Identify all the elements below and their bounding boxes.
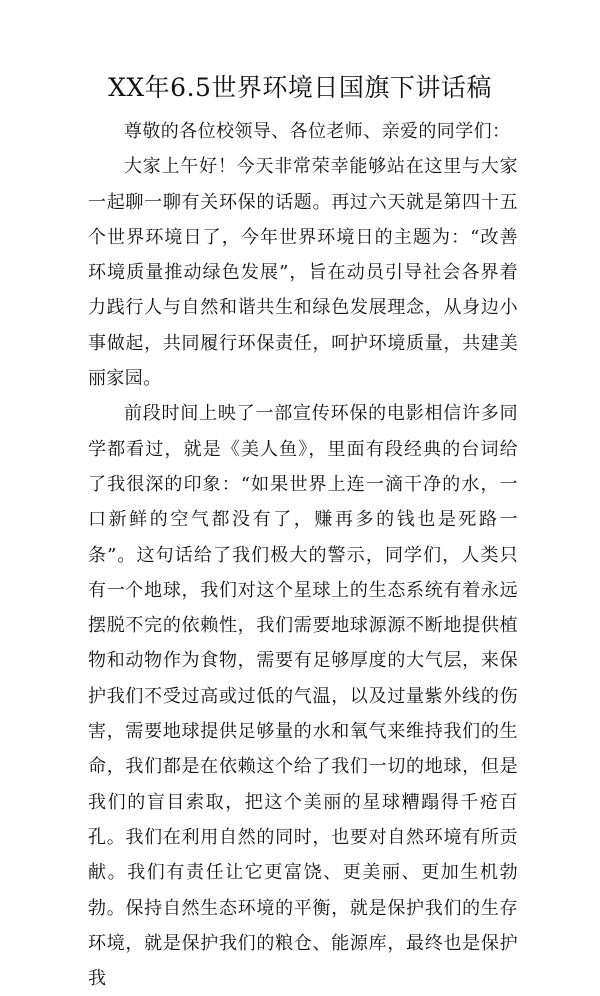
- page-title: XX年6.5世界环境日国旗下讲话稿: [108, 73, 492, 102]
- paragraph-1: 大家上午好！今天非常荣幸能够站在这里与大家一起聊一聊有关环保的话题。再过六天就是第四十五个世界环境日了，今年世界环境日的主题为：“改善环境质量推动绿色发展”，旨在动员引导社会各界着力践行人与自然和谐共生和绿色发展理念，从身边小事做起，共同履行环保责任，呵护环境质量，共建美丽家园。: [88, 156, 518, 390]
- paragraph-2: 前段时间上映了一部宣传环保的电影相信许多同学都看过，就是《美人鱼》，里面有段经典的台词给了我很深的印象：“如果世界上连一滴干净的水，一口新鲜的空气都没有了，赚再多的钱也是死路一条”。这句话给了我们极大的警示，同学们，人类只有一个地球，我们对这个星球上的生态系统有着永远摆脱不完的依赖性，我们需要地球源源不断地提供植物和动物作为食物，需要有足够厚度的大气层，来保护我们不受过高或过低的气温，以及过量紫外线的伤害，需要地球提供足够量的水和氧气来维持我们的生命，我们都是在依赖这个给了我们一切的地球，但是我们的盲目索取，把这个美丽的星球糟蹋得千疮百孔。我们在利用自然的同时，也要对自然环境有所贡献。我们有责任让它更富饶、更美丽、更加生机勃勃。保持自然生态环境的平衡，就是保护我们的生存环境，就是保护我们的粮仓、能源库，最终也是保护我: [88, 403, 518, 990]
- salutation: 尊敬的各位校领导、各位老师、亲爱的同学们：: [124, 121, 511, 142]
- speech-body: [88, 114, 518, 996]
